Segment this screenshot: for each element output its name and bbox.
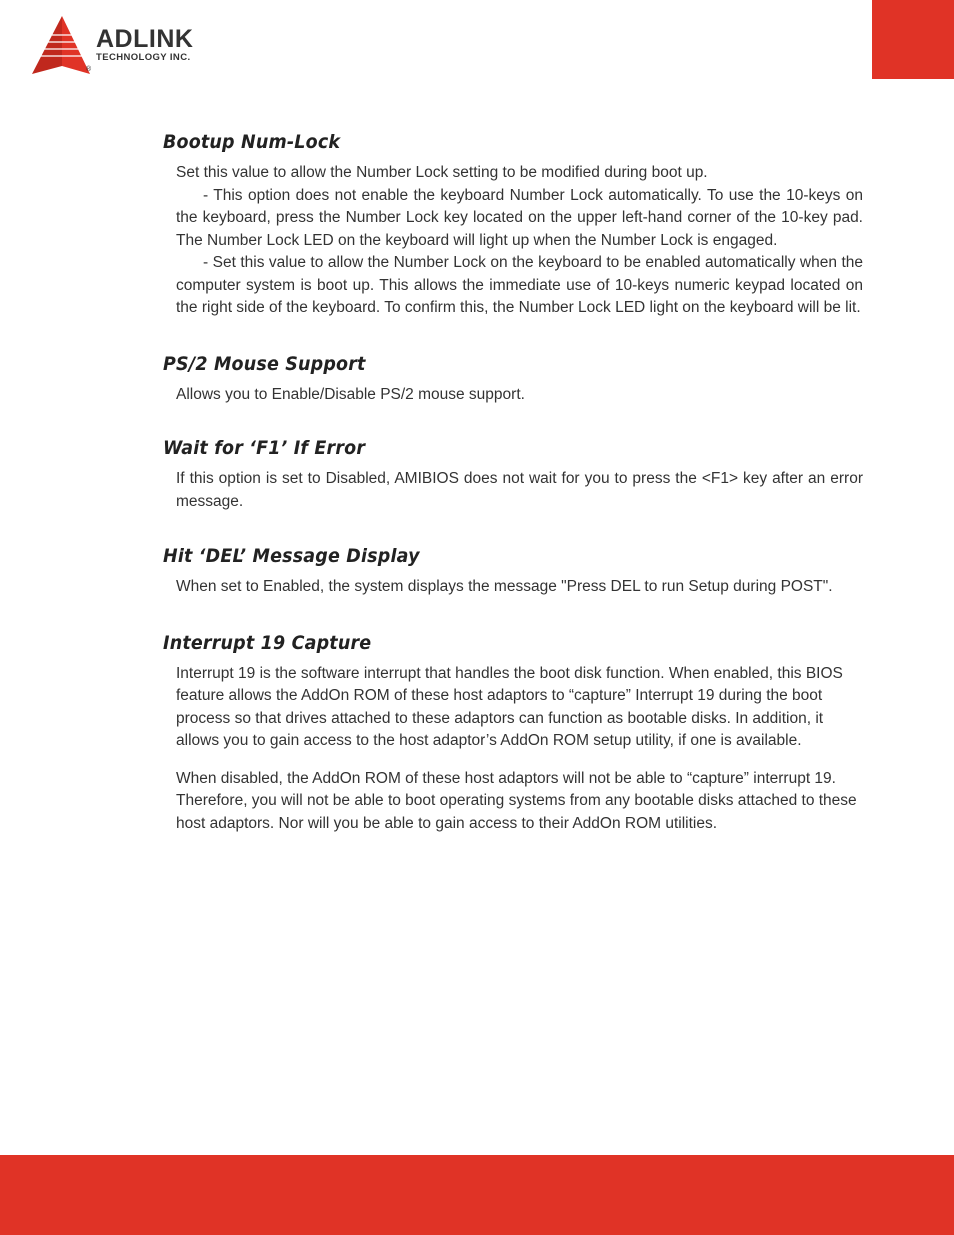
section-title: Hit ‘DEL’ Message Display	[163, 545, 420, 567]
section-interrupt-19-capture	[163, 629, 863, 836]
section-ps2-mouse-support	[163, 350, 863, 407]
adlink-logo	[28, 14, 228, 78]
section-title: Bootup Num-Lock	[163, 131, 341, 153]
section-body	[163, 384, 863, 407]
brand-name: ADLINK	[96, 25, 194, 53]
corner-tab	[872, 0, 954, 79]
section-body	[163, 468, 863, 513]
section-hit-del-message	[163, 542, 863, 599]
section-title: Wait for ‘F1’ If Error	[163, 437, 366, 459]
brand-subtitle: TECHNOLOGY INC.	[96, 52, 191, 63]
paragraph: Interrupt 19 is the software interrupt that handles the boot disk function. When enabled, this BIOS feature allows the AddOn ROM of these host adaptors to “capture” Interrupt 19 during the boot process so that drives attached to these adaptors can function as bootable disks. In addition, it allows you to gain access to the host adaptor’s AddOn ROM setup utility, if one is available.	[176, 664, 843, 749]
paragraph: When disabled, the AddOn ROM of these host adaptors will not be able to “capture” interrupt 19. Therefore, you will not be able to boot operating systems from any bootable disks attached to these host adaptors. Nor will you be able to gain access to their AddOn ROM utilities.	[176, 769, 857, 832]
paragraph: If this option is set to Disabled, AMIBIOS does not wait for you to press the <F1> key after an error message.	[176, 470, 863, 510]
paragraph: When set to Enabled, the system displays the message "Press DEL to run Setup during POST".	[176, 578, 833, 595]
section-title: PS/2 Mouse Support	[163, 352, 366, 375]
section-body	[163, 576, 863, 599]
section-title: Interrupt 19 Capture	[163, 631, 372, 654]
footer-bar	[0, 1155, 954, 1235]
registered-mark: ®	[86, 66, 92, 73]
paragraph: - Set this value to allow the Number Lock on the keyboard to be enabled automatically when the computer system is boot up. This allows the immediate use of 10-keys numeric keypad located on the right side of the keyboard. To confirm this, the Number Lock LED light on the keyboard will be lit.	[176, 254, 863, 316]
page-content	[163, 128, 863, 835]
paragraph: - This option does not enable the keyboard Number Lock automatically. To use the 10-keys on the keyboard, press the Number Lock key located on the upper left-hand corner of the 10-key pad. The Number Lock LED on the keyboard will light up when the Number Lock is engaged.	[176, 186, 863, 249]
paragraph: Allows you to Enable/Disable PS/2 mouse support.	[176, 385, 525, 403]
section-body	[163, 162, 863, 320]
section-bootup-num-lock	[163, 128, 863, 320]
section-wait-for-f1	[163, 434, 863, 513]
paragraph: Set this value to allow the Number Lock setting to be modified during boot up.	[176, 164, 708, 181]
section-body	[163, 663, 863, 836]
adlink-triangle-icon	[28, 14, 94, 78]
